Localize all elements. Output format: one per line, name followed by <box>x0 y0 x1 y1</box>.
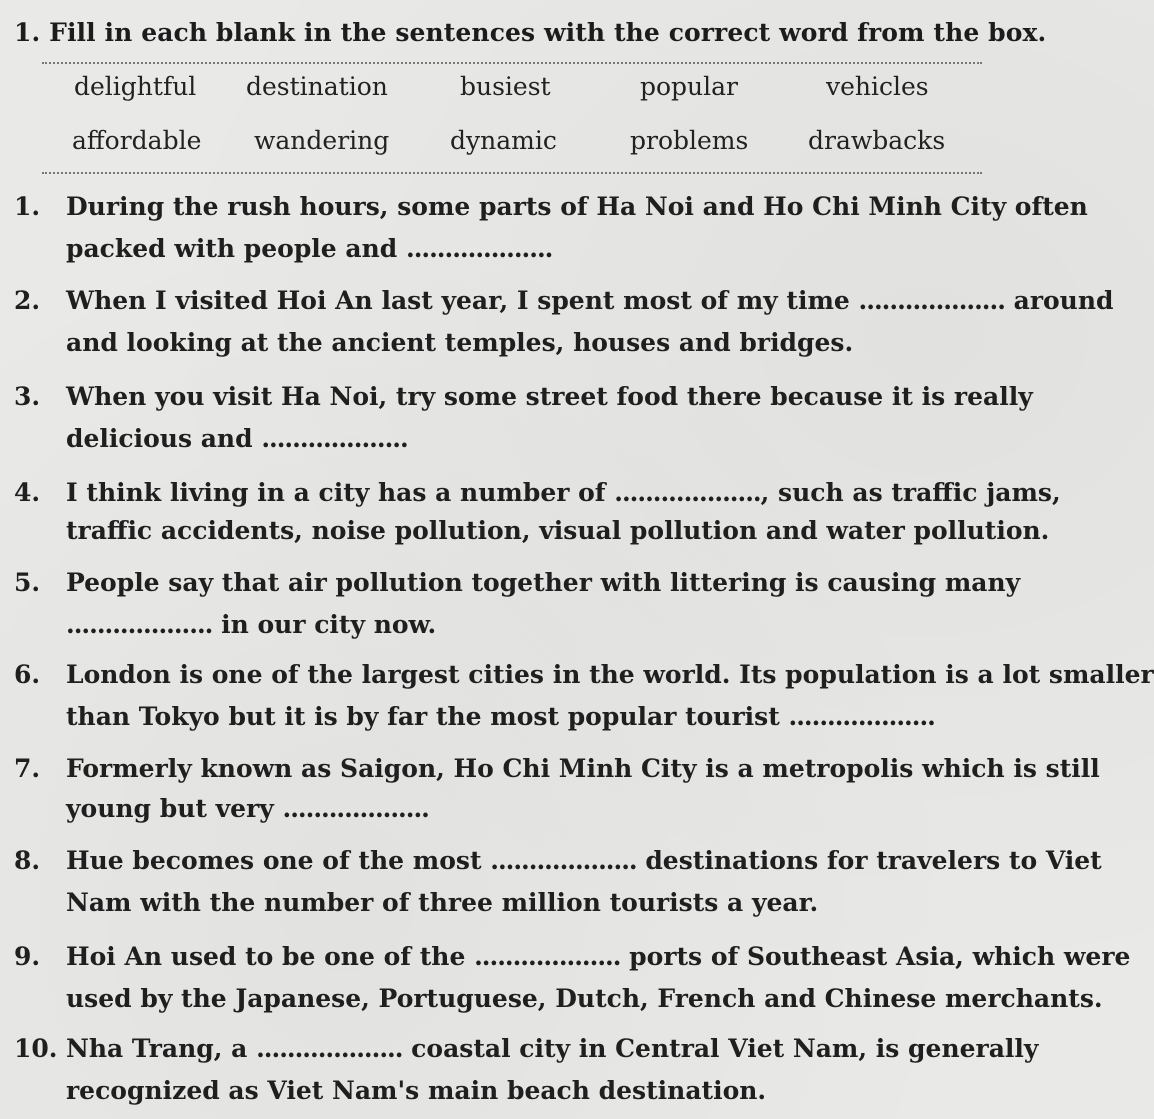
word-busiest: busiest <box>460 72 551 101</box>
question-number: 9. <box>14 942 41 971</box>
word-affordable: affordable <box>72 126 202 155</box>
word-popular: popular <box>640 72 739 101</box>
word-vehicles: vehicles <box>826 72 929 101</box>
question-text: traffic accidents, noise pollution, visual pollution and water pollution. <box>66 516 1050 545</box>
question-number: 4. <box>14 478 41 507</box>
answer-blank[interactable]: ................... <box>282 794 429 823</box>
word-box <box>42 62 982 174</box>
question-number: 1. <box>14 192 41 221</box>
question-text: Nha Trang, a <box>66 1034 248 1063</box>
question-number: 10. <box>14 1034 58 1063</box>
answer-blank[interactable]: ................... <box>858 286 1005 315</box>
question-number: 3. <box>14 382 41 411</box>
question-text: Hue becomes one of the most <box>66 846 482 875</box>
question-text: around <box>1013 286 1114 315</box>
question-number: 6. <box>14 660 41 689</box>
answer-blank[interactable]: ................... <box>405 234 553 263</box>
question-text: than Tokyo but it is by far the most popular tourist <box>66 702 780 731</box>
question-text: destinations for travelers to Viet <box>645 846 1102 875</box>
exercise-title: 1. Fill in each blank in the sentences with the correct word from the box. <box>14 18 1047 47</box>
answer-blank[interactable]: ................... <box>490 846 637 875</box>
answer-blank[interactable]: ................... <box>788 702 935 731</box>
answer-blank[interactable]: ................... <box>261 424 408 453</box>
question-text: , such as traffic jams, <box>760 478 1061 507</box>
question-text: When I visited Hoi An last year, I spent most of my time <box>66 286 850 315</box>
word-delightful: delightful <box>74 72 197 101</box>
question-text: Nam with the number of three million tourists a year. <box>66 888 819 917</box>
question-text: Formerly known as Saigon, Ho Chi Minh City is a metropolis which is still <box>66 754 1100 783</box>
question-text: used by the Japanese, Portuguese, Dutch, French and Chinese merchants. <box>66 984 1103 1013</box>
answer-blank[interactable]: ................... <box>256 1034 403 1063</box>
word-dynamic: dynamic <box>450 126 557 155</box>
word-problems: problems <box>630 126 749 155</box>
question-text: I think living in a city has a number of <box>66 478 606 507</box>
question-number: 2. <box>14 286 41 315</box>
question-text: ports of Southeast Asia, which were <box>629 942 1131 971</box>
question-text: Hoi An used to be one of the <box>66 942 466 971</box>
question-text: People say that air pollution together with littering is causing many <box>66 568 1021 597</box>
question-text: young but very <box>66 794 274 823</box>
answer-blank[interactable]: ................... <box>474 942 621 971</box>
word-destination: destination <box>246 72 388 101</box>
question-number: 7. <box>14 754 41 783</box>
question-number: 8. <box>14 846 41 875</box>
question-text: London is one of the largest cities in the world. Its population is a lot smaller <box>66 660 1154 689</box>
question-text: recognized as Viet Nam's main beach destination. <box>66 1076 767 1105</box>
question-text: and looking at the ancient temples, houses and bridges. <box>66 328 854 357</box>
question-text: in our city now. <box>221 610 437 639</box>
question-text: packed with people and <box>66 234 398 263</box>
question-text: delicious and <box>66 424 253 453</box>
question-number: 5. <box>14 568 41 597</box>
question-text: During the rush hours, some parts of Ha Noi and Ho Chi Minh City often <box>66 192 1088 221</box>
question-text: When you visit Ha Noi, try some street food there because it is really <box>66 382 1033 411</box>
word-wandering: wandering <box>254 126 390 155</box>
word-drawbacks: drawbacks <box>808 126 946 155</box>
question-text: coastal city in Central Viet Nam, is generally <box>411 1034 1039 1063</box>
answer-blank[interactable]: ................... <box>66 610 213 639</box>
answer-blank[interactable]: ................... <box>614 478 761 507</box>
